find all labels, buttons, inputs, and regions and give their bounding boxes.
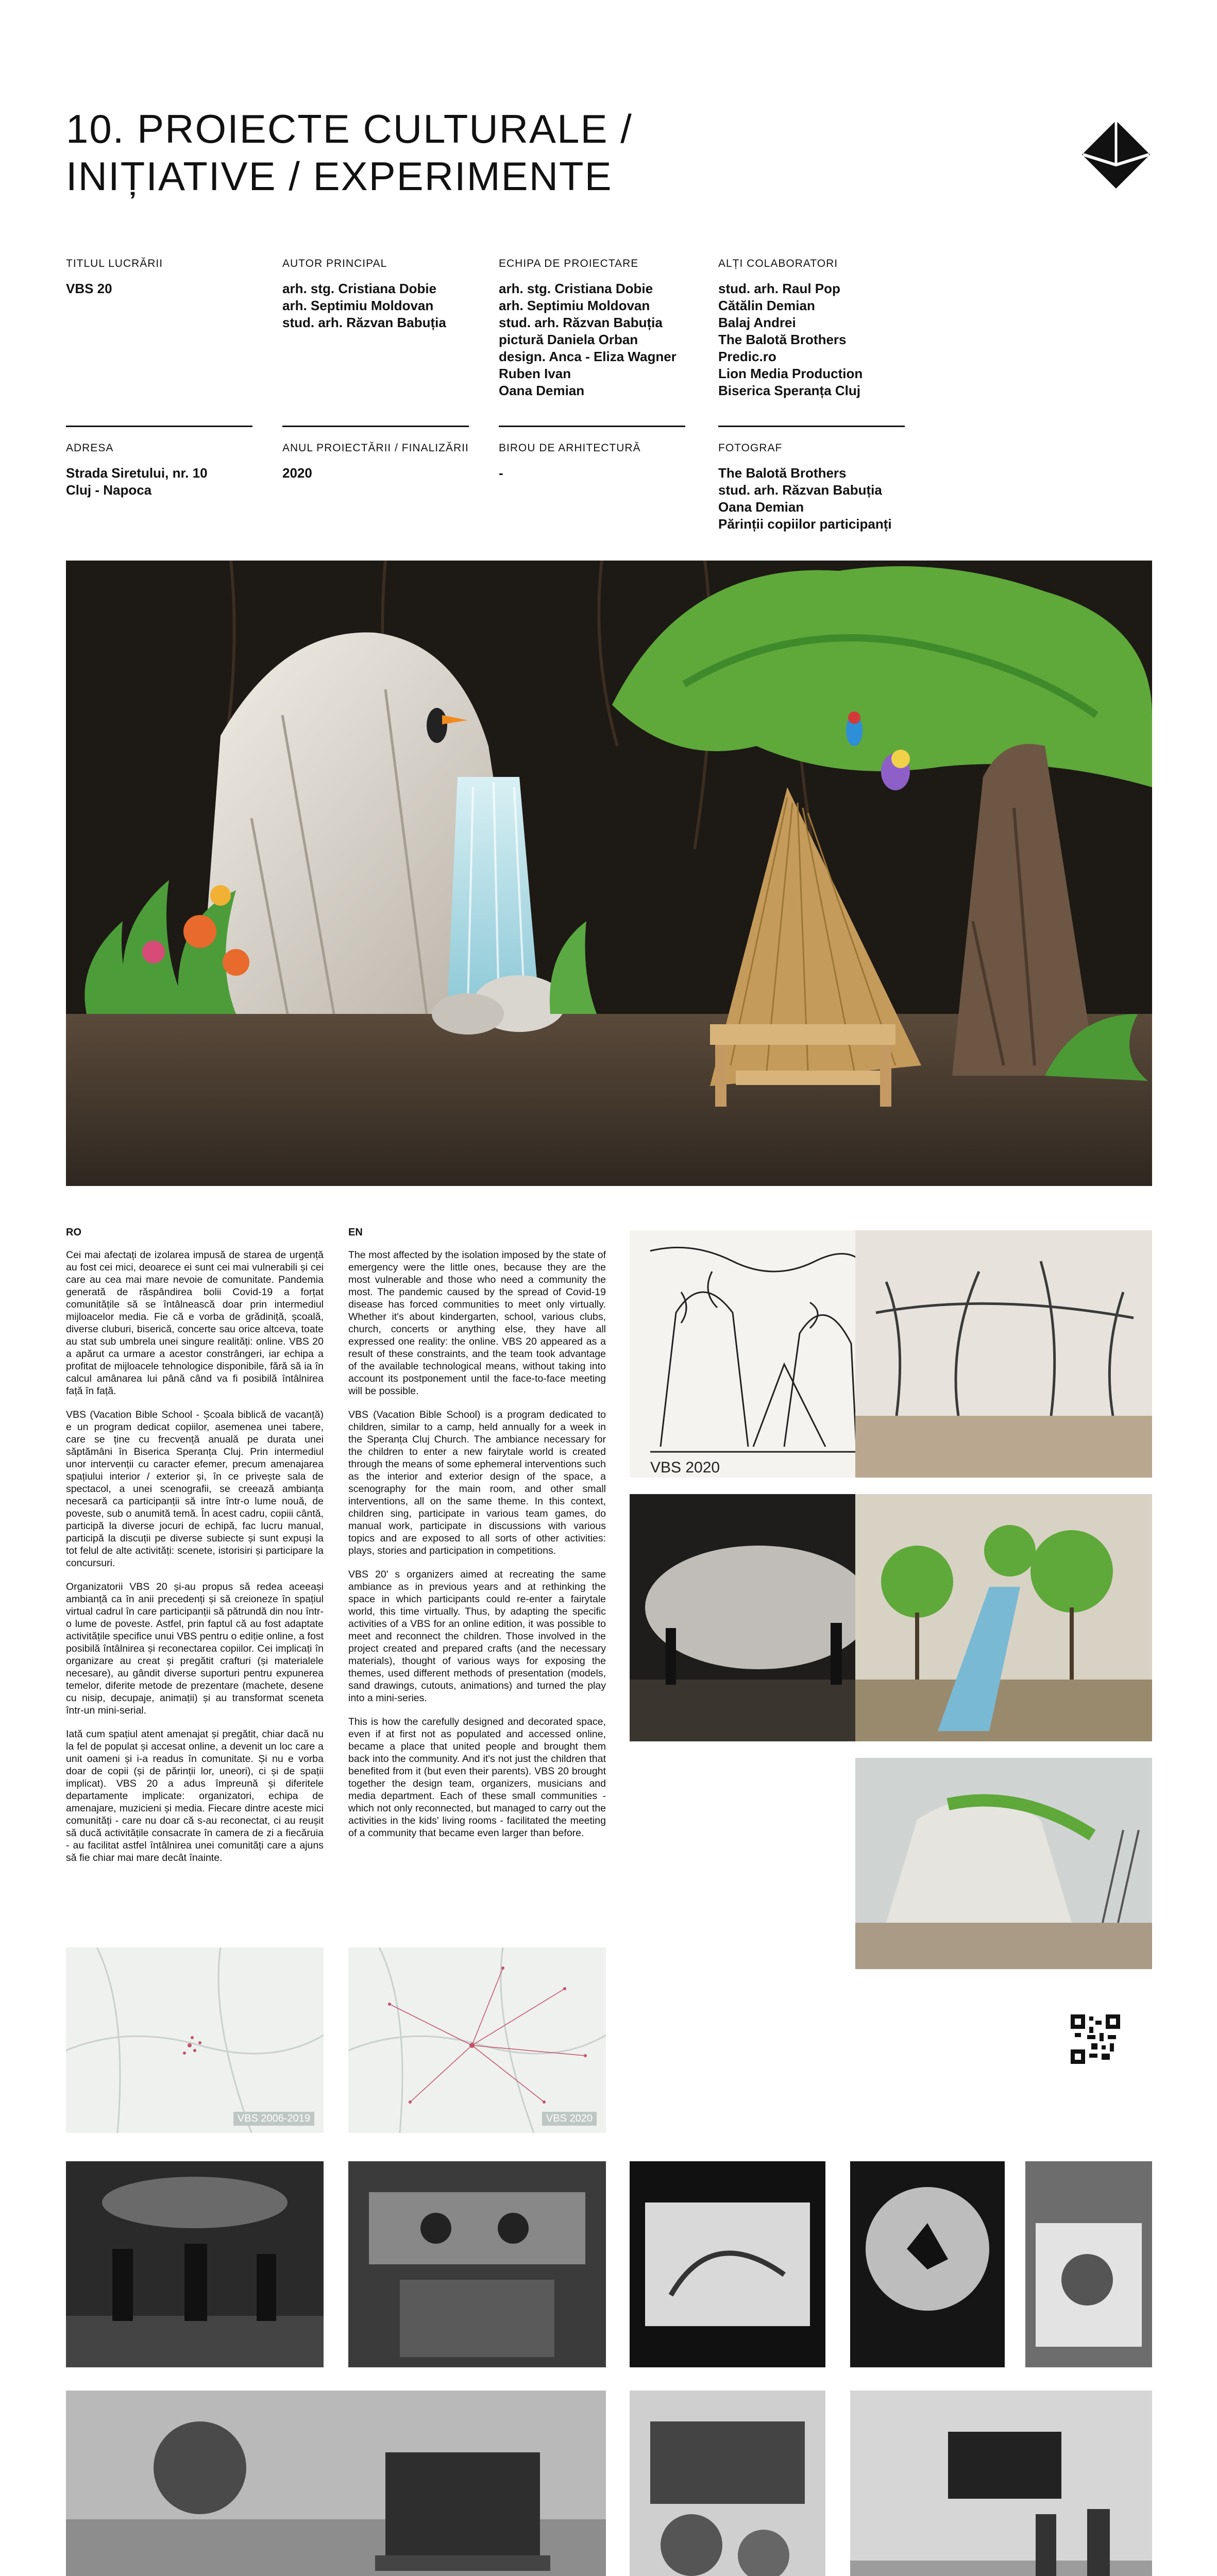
adresa-label: ADRESA <box>66 442 114 454</box>
map-illustration <box>66 1947 324 2133</box>
echipa-value: Oana Demian <box>499 383 585 398</box>
photo-sand-drawing <box>630 2161 825 2367</box>
colab-value: Cătălin Demian <box>718 298 815 313</box>
an-value: 2020 <box>282 465 312 481</box>
installation-waterfall-illustration <box>855 1494 1152 1741</box>
hand-sketch-illustration <box>630 1230 887 1478</box>
colab-value: stud. arh. Raul Pop <box>718 281 840 296</box>
info-titlu <box>66 258 251 297</box>
photo-kids-couch <box>630 2391 825 2576</box>
sketch-drawing <box>630 1230 887 1478</box>
foto-values <box>718 465 935 533</box>
stage-scenography-illustration <box>66 561 1152 1186</box>
info-divider <box>499 426 685 427</box>
echipa-value: Ruben Ivan <box>499 366 571 381</box>
echipa-values <box>499 280 695 399</box>
online-presenters-illustration <box>348 2161 606 2367</box>
info-an <box>282 442 478 482</box>
living-room-tv-illustration <box>850 2391 1152 2576</box>
ro-paragraph: Organizatorii VBS 20 și-au propus să redea aceeași ambianță ca în anii precedenți și să creioneze în spațiul virtual cadrul în care participanții să pătrundă din nou într-o lume de poveste. Astfel, prin faptul că au fost adaptate activitățile specifice unui VBS pentru o ediție online, a fost posibilă întâlnirea și reconectarea copiilor. Cei implicați în organizare au creat și pregătit crafturi (și materialele necesare), au gândit diverse suporturi pentru expunerea temelor, diferite metode de prezentare (machete, desene cu nisip, decupaje, animații) și au transformat sceneta într-un mini-serial. <box>66 1581 324 1716</box>
foto-label: FOTOGRAF <box>718 442 783 454</box>
stage-filming-illustration <box>630 1494 887 1741</box>
echipa-value: arh. Septimiu Moldovan <box>499 298 650 313</box>
adresa-value: Cluj - Napoca <box>66 482 152 498</box>
echipa-value: design. Anca - Eliza Wagner <box>499 349 677 364</box>
en-paragraph: VBS (Vacation Bible School) is a program dedicated to children, similar to a camp, held annually for a week in the Speranța Cluj Church. The ambiance necessary for the children to enter a new fairytale world is created through the means of some ephemeral interventions such as the interior and exterior design of the space, a scenography for the main room, and other small interventions, all on the same theme. In this context, children sing, participate in various team games, do manual work, participate in discussions with various topics and are exposed to all sorts of other activities: plays, stories and participation in competitions. <box>348 1409 606 1556</box>
info-divider <box>718 426 905 427</box>
titlu-value: VBS 20 <box>66 281 112 296</box>
page-title <box>66 105 633 200</box>
sand-drawing-illustration <box>630 2161 825 2367</box>
band-recording-illustration <box>66 2161 324 2367</box>
colab-values <box>718 280 924 399</box>
text-column-en <box>348 1226 606 1851</box>
craft-table-illustration <box>1025 2161 1152 2367</box>
autor-value: arh. stg. Cristiana Dobie <box>282 281 437 296</box>
sketch-caption: VBS 2020 <box>650 1459 720 1476</box>
info-divider <box>282 426 469 427</box>
echipa-value: stud. arh. Răzvan Babuția <box>499 315 663 330</box>
info-adresa <box>66 442 262 499</box>
qr-code-icon[interactable] <box>1071 2014 1120 2064</box>
photo-installation-waterfall <box>855 1494 1152 1741</box>
batra-diamond-logo-icon <box>1080 118 1152 191</box>
en-paragraph: This is how the carefully designed and decorated space, even if at first not as populated and accessed online, became a place that united people and brought them back into the community. And it's not just the children that benefited from it (but even their parents). VBS 20 brought together the design team, organizers, musicians and media department. Each of these small communities - which not only reconnected, but managed to carry out the activities in the kids' living rooms - facilitated the meeting of a community that became even larger than before. <box>348 1716 606 1839</box>
map-label-2020: VBS 2020 <box>542 2112 597 2126</box>
info-echipa <box>499 258 695 399</box>
adresa-values <box>66 465 262 499</box>
child-laptop-illustration <box>66 2391 606 2576</box>
birou-label: BIROU DE ARHITECTURĂ <box>499 442 641 454</box>
ro-paragraph: VBS (Vacation Bible School - Școala biblică de vacanță) e un program dedicat copiilor, asemenea unei tabere, care se ține cu frecvență anuală pe durata unei săptămâni în Biserica Speranța Cluj. Prin intermediul unor intervenții cu caracter efemer, precum amenajarea spațiului interior / exterior și, în ce privește sala de spectacol, a unei scenografii, se creează ambianța necesară ca participanții să intre într-o lume nouă, de poveste, sub o anumită temă. În acest cadru, copiii cântă, participă la diverse jocuri de echipă, fac lucru manual, participă la discuții pe diverse subiecte și sunt expuși la tot felul de alte activități: scenete, istorisiri și participare la concursuri. <box>66 1409 324 1569</box>
info-divider <box>66 426 252 427</box>
foto-value: The Balotă Brothers <box>718 465 847 481</box>
foto-value: Oana Demian <box>718 499 804 515</box>
hero-stage-photo <box>66 561 1152 1186</box>
shadow-cutout-illustration <box>850 2161 1005 2367</box>
ro-heading: RO <box>66 1227 81 1238</box>
map-label-2006-2019: VBS 2006-2019 <box>233 2112 314 2126</box>
photo-rock-construction <box>855 1758 1152 1969</box>
colab-value: Predic.ro <box>718 349 776 364</box>
photo-online-presenters <box>348 2161 606 2367</box>
colab-value: Balaj Andrei <box>718 315 796 330</box>
autor-label: AUTOR PRINCIPAL <box>282 258 387 269</box>
info-autor <box>282 258 468 331</box>
echipa-value: arh. stg. Cristiana Dobie <box>499 281 653 296</box>
echipa-label: ECHIPA DE PROIECTARE <box>499 258 639 269</box>
colab-value: The Balotă Brothers <box>718 332 847 347</box>
photo-stage-filming <box>630 1494 887 1741</box>
info-colab <box>718 258 924 399</box>
autor-value: arh. Septimiu Moldovan <box>282 298 434 313</box>
installation-room-illustration <box>855 1230 1152 1478</box>
rock-construction-illustration <box>855 1758 1152 1969</box>
echipa-value: pictură Daniela Orban <box>499 332 638 347</box>
photo-shadow-cutout <box>850 2161 1005 2367</box>
foto-value: Părinții copiilor participanți <box>718 516 892 532</box>
adresa-value: Strada Siretului, nr. 10 <box>66 465 208 481</box>
page-title-line-2: INIȚIATIVE / EXPERIMENTE <box>66 154 613 199</box>
autor-value: stud. arh. Răzvan Babuția <box>282 315 446 330</box>
text-column-ro <box>66 1226 324 1875</box>
colab-label: ALȚI COLABORATORI <box>718 258 838 269</box>
ro-paragraph: Iată cum spațiul atent amenajat și pregătit, chiar dacă nu la fel de populat și accesat online, a devenit un loc care a unit oameni și i-a readus în comunitate. Și nu e vorba doar de copii (și de părinții lor, uneori), ci și de spații implicat). VBS 20 a adus împreună și diferitele departamente implicate: organizatori, echipa de amenajare, muzicieni și media. Fiecare dintre aceste mici comunități - care nu doar că s-au reconectat, ci au reușit să ducă activitățile consacrate în camera de zi a fiecăruia - au facilitat astfel întâlnirea unei comunități care a ajuns să fie chiar mai mare decât înainte. <box>66 1728 324 1863</box>
page-title-line-1: 10. PROIECTE CULTURALE / <box>66 106 633 151</box>
en-heading: EN <box>348 1227 363 1238</box>
info-birou <box>499 442 695 482</box>
map-vbs-2020 <box>348 1947 606 2133</box>
map-vbs-2006-2019 <box>66 1947 324 2133</box>
ro-paragraph: Cei mai afectați de izolarea impusă de starea de urgență au fost cei mici, deoarece ei sunt cei mai vulnerabili și cei care au cea mai mare nevoie de comunitate. Pandemia generată de răspândirea bolii Covid-19 a forțat comunitățile să se întâlnească doar prin intermediul mijloacelor media. Fie că e vorba de grădiniță, școală, diverse cluburi, biserică, concerte sau orice altceva, toate au stat sub umbrela unei singure realități: online. VBS 20 a apărut ca urmare a acestor constrângeri, iar echipa a profitat de mijloacele tehnologice disponibile, fără să ia în calcul amânarea lui până când va fi posibilă întâlnirea față în față. <box>66 1249 324 1397</box>
birou-value: - <box>499 465 503 481</box>
photo-band-recording <box>66 2161 324 2367</box>
foto-value: stud. arh. Răzvan Babuția <box>718 482 882 498</box>
kids-couch-illustration <box>630 2391 825 2576</box>
map-illustration-2020 <box>348 1947 606 2133</box>
colab-value: Lion Media Production <box>718 366 863 381</box>
autor-values <box>282 280 468 331</box>
photo-living-room-tv <box>850 2391 1152 2576</box>
colab-value: Biserica Speranța Cluj <box>718 383 860 398</box>
en-paragraph: VBS 20' s organizers aimed at recreating the same ambiance as in previous years and at rethinking the space in which participants could re-enter a fairytale world, this time virtually. Thus, by adapting the specific activities of a VBS for an online edition, it was possible to meet and reconnect the children. Those involved in the project created and prepared crafts (and the necessary materials), thought of various ways for exposing the themes, used different methods of presentation (models, sand drawings, cutouts, animations) and turned the play into a mini-series. <box>348 1569 606 1704</box>
photo-child-laptop <box>66 2391 606 2576</box>
an-label: ANUL PROIECTĂRII / FINALIZĂRII <box>282 442 469 454</box>
photo-installation-room <box>855 1230 1152 1478</box>
en-paragraph: The most affected by the isolation imposed by the state of emergency were the little ones, because they are the most vulnerable and those who need a community the most. The pandemic caused by the spread of Covid-19 disease has forced communities to meet only virtually. Whether it's about kindergarten, school, various clubs, church, concerts or anything else, they have all expressed one reality: the online. VBS 20 appeared as a result of these constraints, and the team took advantage of the available technological means, without taking into account its postponement until the face-to-face meeting will be possible. <box>348 1249 606 1397</box>
info-foto <box>718 442 935 533</box>
titlu-label: TITLUL LUCRĂRII <box>66 258 163 269</box>
photo-craft-table <box>1025 2161 1152 2367</box>
